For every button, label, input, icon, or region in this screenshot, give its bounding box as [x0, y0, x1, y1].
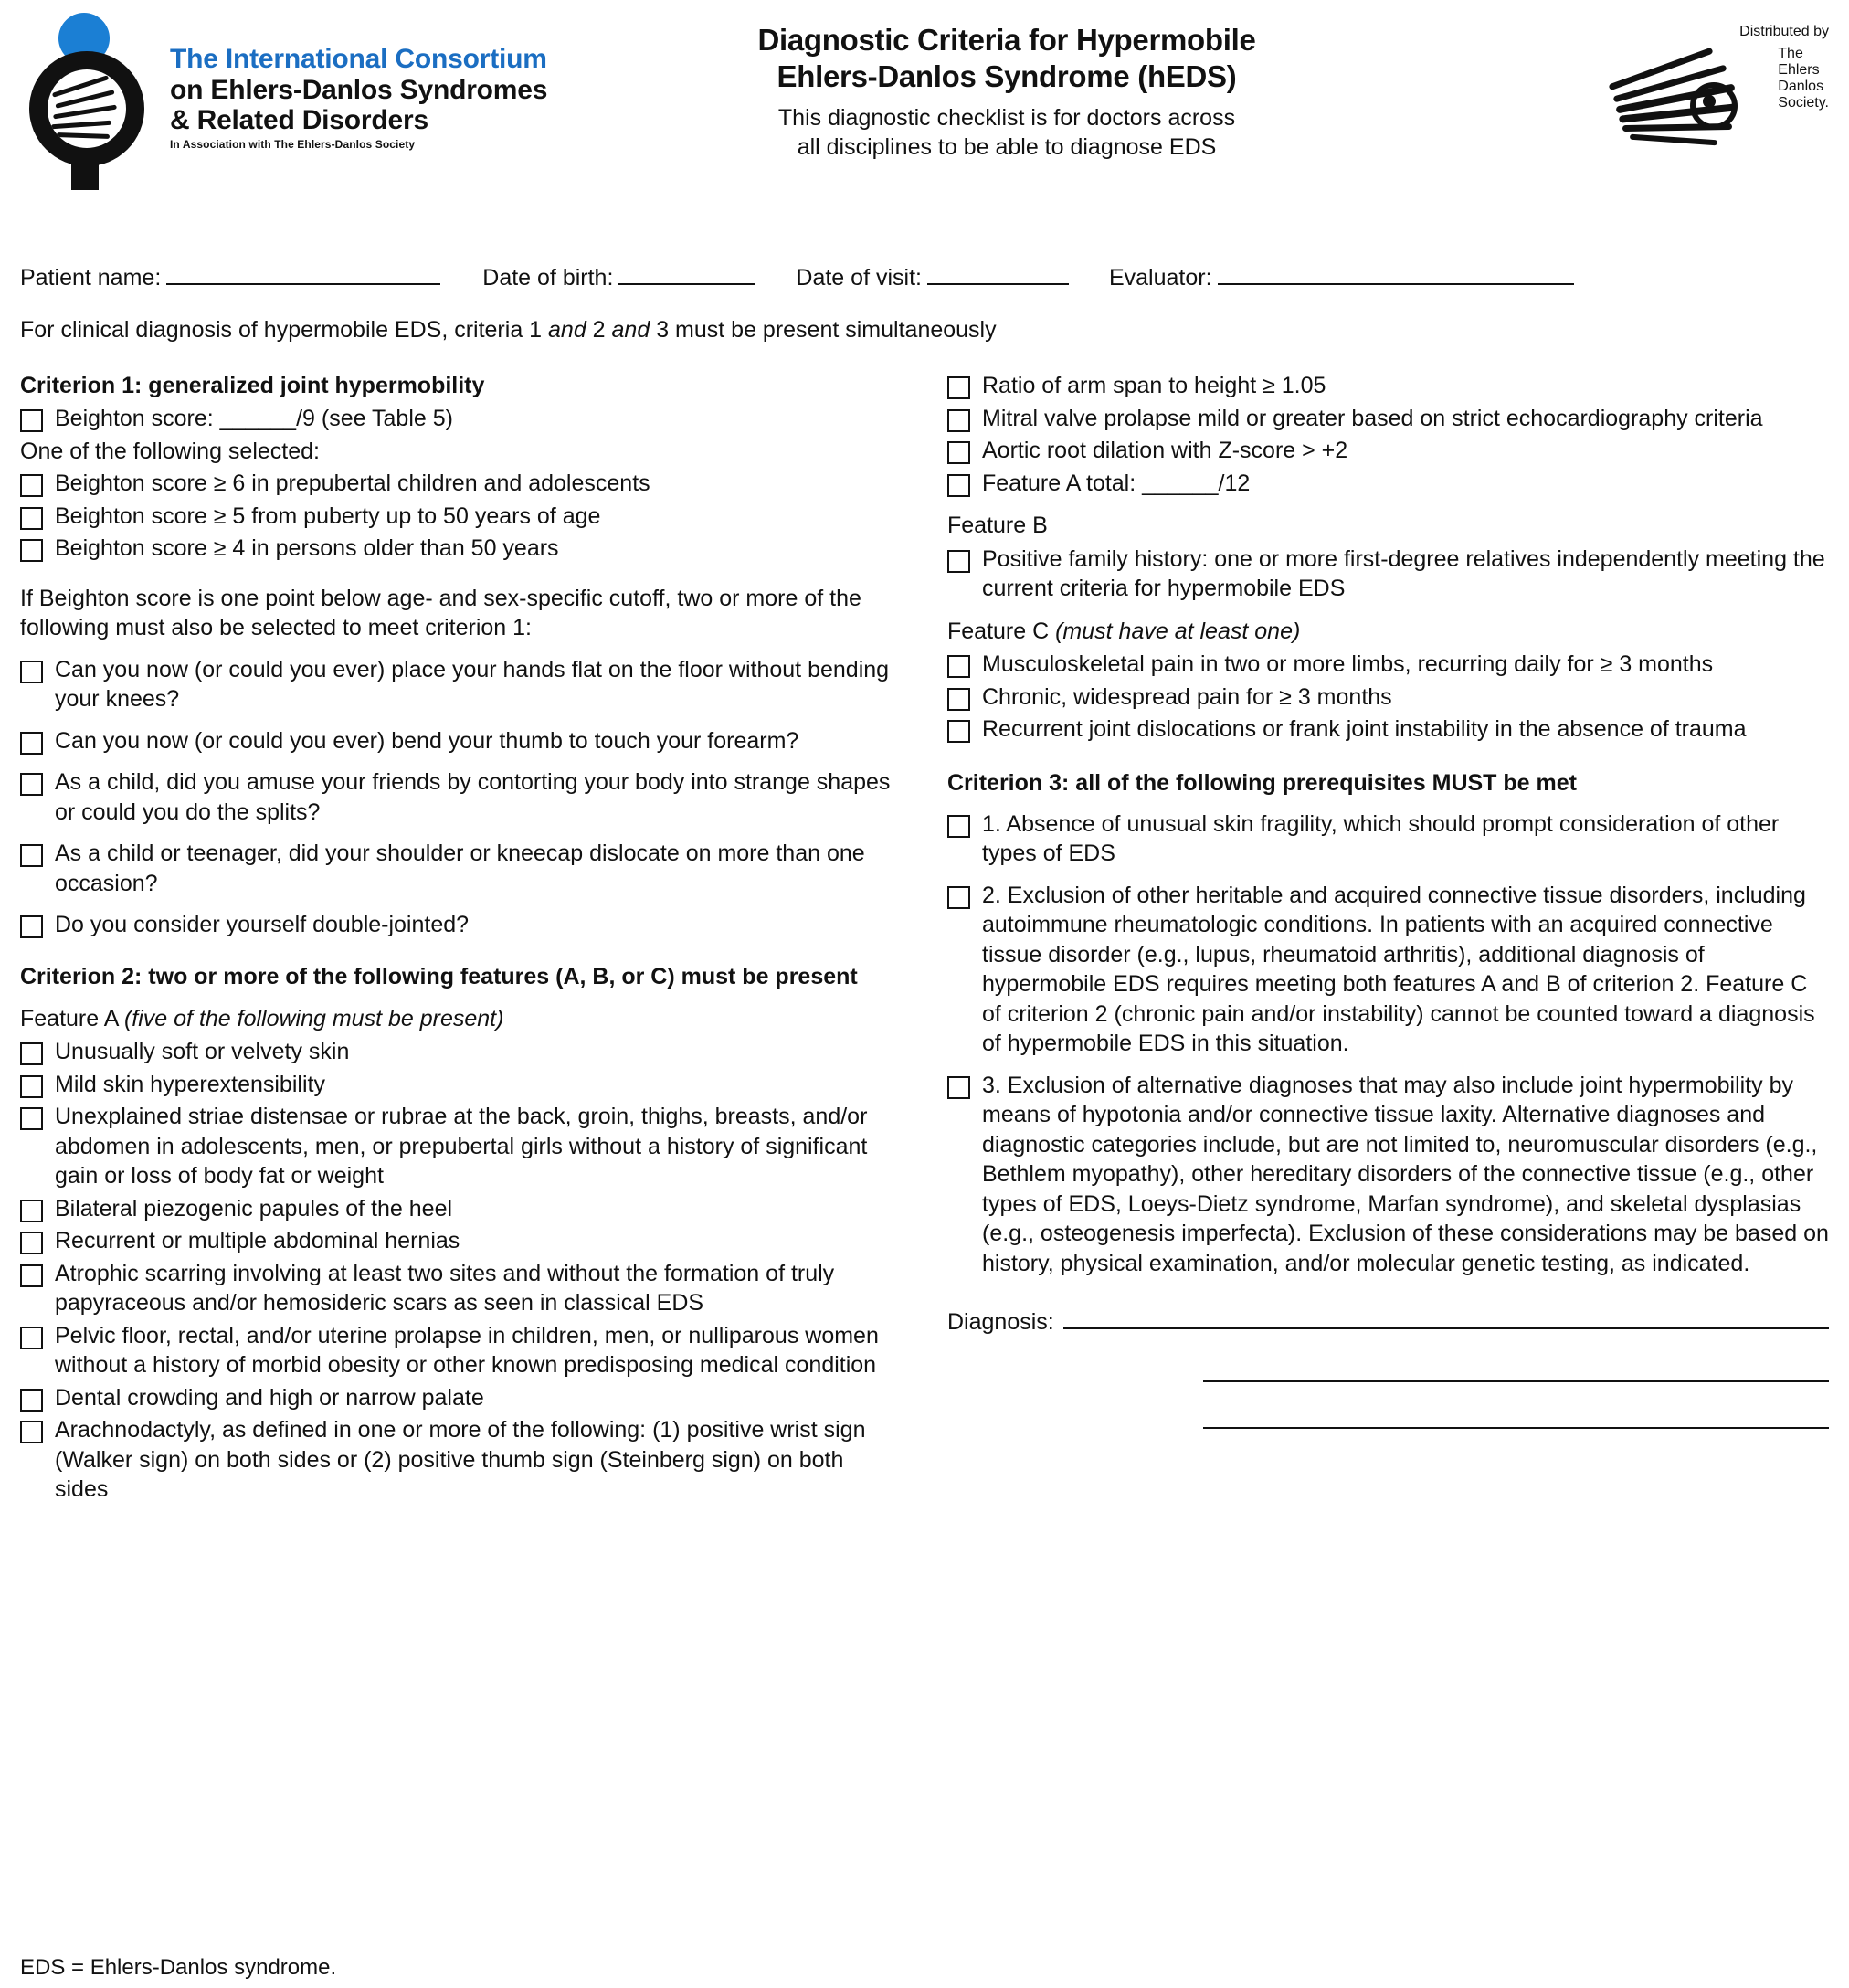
checklist-item-label: Dental crowding and high or narrow palate [55, 1384, 484, 1411]
checklist-item-label: Beighton score ≥ 5 from puberty up to 50 years of age [55, 502, 601, 529]
diagnosis-input-line-2[interactable] [1203, 1380, 1829, 1382]
consortium-line-3: & Related Disorders [170, 105, 428, 136]
checklist-item[interactable] [20, 910, 902, 940]
checkbox-icon[interactable] [947, 688, 970, 711]
checklist-item-label: Mild skin hyperextensibility [55, 1071, 325, 1097]
criterion-1-note: If Beighton score is one point below age- and sex-specific cutoff, two or more of the following must also be selected to meet criterion 1: [20, 585, 861, 640]
date-of-birth-input[interactable] [618, 282, 755, 285]
checklist-item-label: Bilateral piezogenic papules of the heel [55, 1195, 453, 1221]
checkbox-icon[interactable] [20, 1042, 43, 1065]
zebra-head-icon [1602, 40, 1767, 159]
criterion-2-heading: Criterion 2: two or more of the following features (A, B, or C) must be present [20, 963, 858, 989]
checkbox-icon[interactable] [947, 1076, 970, 1099]
distributed-by-label: Distributed by [1739, 24, 1829, 39]
checklist-item-label: Can you now (or could you ever) place your hands flat on the floor without bending your knees? [55, 656, 890, 712]
checkbox-icon[interactable] [947, 720, 970, 743]
checklist-item[interactable] [947, 436, 1829, 466]
checkbox-icon[interactable] [20, 1389, 43, 1412]
checklist-item[interactable] [20, 839, 902, 898]
checkbox-icon[interactable] [947, 655, 970, 678]
checklist-item-label: Unusually soft or velvety skin [55, 1039, 350, 1064]
date-of-visit-field[interactable] [796, 265, 1069, 291]
patient-name-field[interactable] [20, 265, 440, 291]
intro-part-3: 3 must be present simultaneously [650, 317, 997, 343]
checklist-item[interactable] [20, 1070, 902, 1100]
checklist-item[interactable] [20, 1037, 902, 1067]
checklist-item-label: Recurrent or multiple abdominal hernias [55, 1228, 460, 1253]
checklist-item[interactable] [947, 371, 1829, 401]
feature-a-note: (five of the following must be present) [123, 1005, 504, 1031]
checklist-item-label: Beighton score ≥ 6 in prepubertal children and adolescents [55, 471, 650, 496]
feature-c-note: (must have at least one) [1055, 618, 1301, 644]
checklist-item-label: Arachnodactyly, as defined in one or more of the following: (1) positive wrist sign (Walker sign) on both sides or (2) positive thumb sign (Steinberg sign) on both sides [55, 1417, 866, 1502]
checkbox-icon[interactable] [20, 1264, 43, 1287]
checkbox-icon[interactable] [20, 1107, 43, 1130]
feature-b-label: Feature B [947, 513, 1048, 538]
checkbox-icon[interactable] [947, 409, 970, 432]
consortium-wordmark [170, 13, 547, 151]
diagnosis-label: Diagnosis: [947, 1309, 1054, 1335]
eds-society-logo [1445, 13, 1829, 159]
title-line-1: Diagnostic Criteria for Hypermobile [757, 23, 1256, 57]
checkbox-icon[interactable] [20, 1421, 43, 1443]
feature-a-title: Feature A [20, 1005, 124, 1031]
evaluator-label: Evaluator: [1108, 265, 1212, 291]
checkbox-icon[interactable] [20, 1327, 43, 1349]
checklist-item[interactable] [20, 1415, 902, 1505]
checklist-item-label: 3. Exclusion of alternative diagnoses that may also include joint hypermobility by means of hypotonia and/or connective tissue laxity. Alternative diagnoses and diagnostic categories include, but are not limited to, neuromuscular disorders (e.g., Bethlem myopathy), other hereditary disorders of the connective tissue (e.g., other types of EDS, Loeys-Dietz syndrome, Marfan syndrome), and skeletal dysplasias (e.g., osteogenesis imperfecta). Exclusion of these considerations may be based on history, physical examination, and/or molecular genetic testing, as indicated. [982, 1072, 1829, 1276]
checkbox-icon[interactable] [947, 550, 970, 573]
evaluator-field[interactable] [1109, 265, 1574, 291]
consortium-logo [20, 13, 568, 177]
patient-info-row [20, 265, 1829, 291]
checklist-item[interactable] [947, 714, 1829, 745]
criterion-3-heading: Criterion 3: all of the following prerequisites MUST be met [947, 769, 1577, 796]
checkbox-icon[interactable] [20, 1075, 43, 1098]
left-column [20, 371, 902, 1507]
patient-name-label: Patient name: [20, 265, 162, 291]
checklist-item-label: Ratio of arm span to height ≥ 1.05 [982, 373, 1326, 398]
criterion-1-heading: Criterion 1: generalized joint hypermobility [20, 373, 485, 398]
checklist-item-label: As a child or teenager, did your shoulder or kneecap dislocate on more than one occasion? [55, 841, 865, 896]
checklist-item-label: Recurrent joint dislocations or frank joint instability in the absence of trauma [982, 716, 1747, 742]
intro-part-1: For clinical diagnosis of hypermobile EDS, criteria 1 [20, 317, 549, 343]
checkbox-icon[interactable] [947, 474, 970, 497]
society-line-3: Danlos [1778, 79, 1824, 94]
content-columns [20, 371, 1829, 1507]
checkbox-icon[interactable] [20, 844, 43, 867]
checklist-item[interactable] [20, 655, 902, 714]
one-of-following-label: One of the following selected: [20, 438, 320, 464]
checklist-item[interactable] [947, 650, 1829, 680]
evaluator-input[interactable] [1218, 282, 1574, 285]
patient-name-input[interactable] [166, 282, 440, 285]
checklist-item[interactable] [20, 469, 902, 499]
checklist-item-label: Unexplained striae distensae or rubrae at the back, groin, thighs, breasts, and/or abdomen in adolescents, men, or prepubertal girls without a history of significant gain or loss of body fat or weight [55, 1104, 868, 1189]
consortium-line-4: In Association with The Ehlers-Danlos Society [170, 137, 416, 151]
checkbox-icon[interactable] [947, 376, 970, 399]
checklist-item-label: Can you now (or could you ever) bend your thumb to touch your forearm? [55, 727, 799, 754]
title-line-2: Ehlers-Danlos Syndrome (hEDS) [777, 59, 1237, 94]
society-line-4: Society. [1778, 95, 1829, 111]
checkbox-icon[interactable] [20, 915, 43, 938]
document-title-block [660, 13, 1354, 163]
checklist-item-label: Positive family history: one or more first-degree relatives independently meeting the current criteria for hypermobile EDS [982, 545, 1825, 601]
society-line-2: Ehlers [1778, 62, 1820, 78]
intro-and-1: and [548, 317, 586, 343]
checkbox-icon[interactable] [20, 507, 43, 530]
feature-a-total-item[interactable] [947, 469, 1829, 499]
checklist-item[interactable] [20, 1321, 902, 1380]
feature-a-total-label: Feature A total: ______/12 [982, 470, 1251, 496]
checklist-item-label: 2. Exclusion of other heritable and acquired connective tissue disorders, including autoimmune rheumatologic conditions. In patients with an acquired connective tissue disorder (e.g., lupus, rheumatoid arthritis), additional diagnosis of hypermobile EDS requires meeting both features A and B of criterion 2. Feature C of criterion 2 (chronic pain and/or instability) cannot be counted toward a diagnosis of hypermobile EDS in this situation. [982, 882, 1815, 1056]
checklist-item-label: Pelvic floor, rectal, and/or uterine prolapse in children, men, or nulliparous women without a history of morbid obesity or other known predisposing medical condition [55, 1322, 879, 1378]
checkbox-icon[interactable] [20, 539, 43, 562]
checklist-item[interactable] [20, 767, 902, 827]
society-line-1: The [1778, 46, 1803, 61]
diagnosis-input-line-1[interactable] [1063, 1327, 1829, 1329]
checklist-item[interactable] [20, 502, 902, 532]
checklist-item[interactable] [20, 726, 902, 756]
checkbox-icon[interactable] [947, 886, 970, 909]
diagnosis-field[interactable] [947, 1309, 1829, 1336]
checklist-item[interactable] [20, 404, 902, 434]
checklist-item[interactable] [947, 1071, 1829, 1279]
subtitle-line-2: all disciplines to be able to diagnose EDS [797, 134, 1217, 160]
checklist-item[interactable] [947, 545, 1829, 604]
feature-c-label [947, 617, 1829, 647]
checklist-item-label: Musculoskeletal pain in two or more limbs, recurring daily for ≥ 3 months [982, 651, 1714, 677]
intro-part-2: 2 [586, 317, 612, 343]
subtitle-line-1: This diagnostic checklist is for doctors across [777, 104, 1236, 131]
consortium-line-2: on Ehlers-Danlos Syndromes [170, 74, 548, 105]
feature-c-title: Feature C [947, 618, 1056, 644]
checkbox-icon[interactable] [20, 474, 43, 497]
checklist-item[interactable] [20, 534, 902, 564]
checklist-item[interactable] [20, 1102, 902, 1191]
date-of-birth-label: Date of birth: [482, 265, 614, 291]
checklist-item-label: As a child, did you amuse your friends by contorting your body into strange shapes or could you do the splits? [55, 769, 891, 825]
checklist-item-label: Beighton score: ______/9 (see Table 5) [55, 406, 453, 431]
right-column [947, 371, 1829, 1507]
checkbox-icon[interactable] [20, 732, 43, 755]
checkbox-icon[interactable] [947, 441, 970, 464]
intro-text [20, 317, 1829, 344]
checklist-item-label: 1. Absence of unusual skin fragility, which should prompt consideration of other types of EDS [982, 810, 1780, 866]
date-of-birth-field[interactable] [482, 265, 755, 291]
checkbox-icon[interactable] [947, 815, 970, 838]
intro-and-2: and [611, 317, 650, 343]
checklist-item[interactable] [20, 1194, 902, 1224]
checklist-item[interactable] [947, 809, 1829, 869]
checklist-item[interactable] [947, 682, 1829, 713]
checklist-item[interactable] [947, 881, 1829, 1059]
date-of-visit-input[interactable] [927, 282, 1069, 285]
checklist-item-label: Do you consider yourself double-jointed? [55, 912, 470, 937]
checkbox-icon[interactable] [20, 409, 43, 432]
consortium-mark-icon [20, 13, 157, 177]
checklist-item-label: Beighton score ≥ 4 in persons older than 50 years [55, 535, 559, 561]
date-of-visit-label: Date of visit: [796, 265, 922, 291]
checklist-item[interactable] [947, 404, 1829, 434]
checklist-item[interactable] [20, 1383, 902, 1413]
checklist-item[interactable] [20, 1259, 902, 1318]
diagnosis-input-line-3[interactable] [1203, 1426, 1829, 1429]
checkbox-icon[interactable] [20, 661, 43, 683]
checkbox-icon[interactable] [20, 1200, 43, 1222]
document-header [20, 13, 1829, 212]
footnote: EDS = Ehlers-Danlos syndrome. [20, 1955, 337, 1980]
checklist-item-label: Aortic root dilation with Z-score > +2 [982, 438, 1348, 463]
checkbox-icon[interactable] [20, 773, 43, 796]
checkbox-icon[interactable] [20, 1232, 43, 1254]
feature-a-label [20, 1004, 902, 1034]
checklist-item-label: Chronic, widespread pain for ≥ 3 months [982, 683, 1392, 710]
checklist-item-label: Mitral valve prolapse mild or greater based on strict echocardiography criteria [982, 405, 1763, 431]
consortium-line-1: The International Consortium [170, 44, 547, 74]
checklist-item-label: Atrophic scarring involving at least two sites and without the formation of truly papyraceous and/or hemosideric scars as seen in classical EDS [55, 1260, 835, 1316]
checklist-item[interactable] [20, 1226, 902, 1256]
